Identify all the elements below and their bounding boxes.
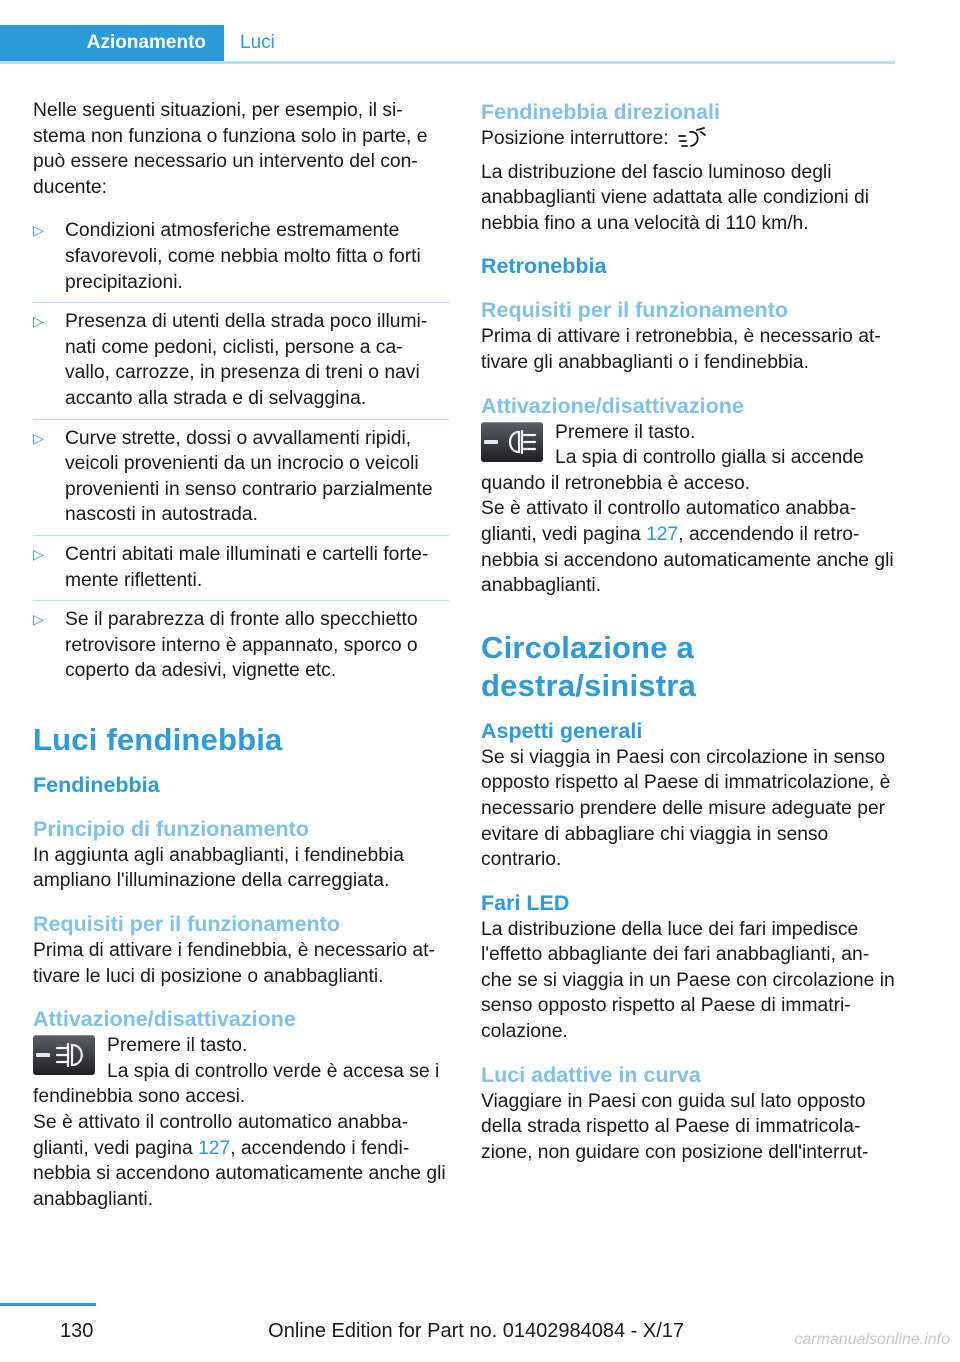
heading-fendinebbia: Fendinebbia xyxy=(33,772,160,797)
triangle-marker-icon: ▷ xyxy=(33,429,44,446)
heading-fari-led: Fari LED xyxy=(481,890,570,915)
triangle-marker-icon: ▷ xyxy=(33,545,44,562)
direzionali-paragraph: La distribuzione del fascio luminoso degli anabbaglianti viene adattata alle condizioni di nebbia fino a una velocità di 110 km/h. xyxy=(481,161,870,234)
auto-text-end: , accendendo i fendi- nebbia si accendono automaticamente anche gli anabbaglianti. xyxy=(33,1137,446,1210)
list-item-text: Se il parabrezza di fronte allo specchietto retrovisore interno è appannato, sporco o coperto da adesivi, vignette etc. xyxy=(65,609,418,682)
press-instruction: Premere il tasto. xyxy=(107,1035,248,1057)
list-item xyxy=(33,216,449,302)
switch-position-line xyxy=(481,126,897,156)
triangle-marker-icon: ▷ xyxy=(33,313,44,330)
heading-requisiti: Requisiti per il funzionamento xyxy=(33,912,340,937)
left-column xyxy=(33,98,449,1228)
aspetti-paragraph: Se si viaggia in Paesi con circolazione in senso opposto rispetto al Paese di immatricolazione, è necessario prendere delle misure adeguate per evitare di abbagliare chi viaggia in senso contrario. xyxy=(481,746,891,871)
heading-retronebbia: Retronebbia xyxy=(481,254,607,279)
edition-label: Online Edition for Part no. 01402984084 - X/17 xyxy=(268,1320,684,1342)
list-item-text: Curve strette, dossi o avvallamenti ripidi, veicoli provenienti da un incrocio o veicoli provenienti in senso contrario parzialmente nascosti in autostrada. xyxy=(65,427,433,526)
list-item xyxy=(33,302,449,418)
watermark: carmanualsonline.info xyxy=(794,1331,950,1348)
heading-principio: Principio di funzionamento xyxy=(33,816,309,841)
requisiti-paragraph: Prima di attivare i fendinebbia, è necessario at- tivare le luci di posizione o anabbaglianti. xyxy=(33,940,435,987)
page-number: 130 xyxy=(60,1320,94,1342)
heading-fendinebbia-direzionali: Fendinebbia direzionali xyxy=(481,100,720,124)
curva-paragraph: Viaggiare in Paesi con guida sul lato opposto della strada rispetto al Paese di immatricola- zione, non guidare con posizione dell'interrut- xyxy=(481,1090,869,1163)
list-item xyxy=(33,535,449,600)
indicator-note: La spia di controllo verde è accesa se i fendinebbia sono accesi. xyxy=(33,1060,440,1108)
list-item-text: Condizioni atmosferiche estremamente sfavorevoli, come nebbia molto fitta o forti precipitazioni. xyxy=(65,220,421,293)
press-instruction-retro: Premere il tasto. xyxy=(555,421,696,443)
list-item-text: Presenza di utenti della strada poco illumi- nati come pedoni, ciclisti, persone a ca- vallo, carrozze, in presenza di treni o navi accanto alla strada e di selvaggina. xyxy=(65,311,428,409)
triangle-marker-icon: ▷ xyxy=(33,222,44,239)
fog-button-block xyxy=(33,1033,449,1110)
fog-light-rear-icon xyxy=(481,422,543,462)
list-item xyxy=(33,419,449,535)
heading-luci-adattive: Luci adattive in curva xyxy=(481,1062,701,1087)
auto-retro-text-start: Se è attivato il controllo automatico anabba- glianti, vedi pagina xyxy=(481,498,857,545)
rear-fog-button-block xyxy=(481,420,897,497)
heading-attivazione: Attivazione/disattivazione xyxy=(33,1007,296,1032)
triangle-marker-icon: ▷ xyxy=(33,611,44,628)
list-item xyxy=(33,600,449,691)
situations-list xyxy=(33,216,449,691)
heading-attivazione-retro: Attivazione/disattivazione xyxy=(481,393,744,418)
section-title-luci-fendinebbia: Luci fendinebbia xyxy=(33,721,283,757)
list-item-text: Centri abitati male illuminati e cartelli forte- mente riflettenti. xyxy=(65,543,429,591)
auto-retro-paragraph xyxy=(481,496,897,598)
page-link-127-retro[interactable]: 127 xyxy=(646,523,679,545)
tab-luci[interactable]: Luci xyxy=(240,32,275,53)
auto-paragraph xyxy=(33,1110,449,1212)
indicator-note-retro: La spia di controllo gialla si accende quando il retronebbia è acceso. xyxy=(481,447,864,494)
footer-rule xyxy=(0,1303,96,1306)
switch-position-label: Posizione interruttore: xyxy=(481,128,669,149)
right-column xyxy=(481,98,897,1181)
principio-paragraph: In aggiunta agli anabbaglianti, i fendinebbia ampliano l'illuminazione della carreggiata. xyxy=(33,844,404,892)
heading-requisiti-retro: Requisiti per il funzionamento xyxy=(481,298,788,323)
fog-light-front-icon xyxy=(33,1035,95,1075)
page-link-127[interactable]: 127 xyxy=(198,1137,231,1159)
led-paragraph: La distribuzione della luce dei fari impedisce l'effetto abbagliante dei fari anabbaglianti, an- che se si viaggia in un Paese con circolazione in senso opposto rispetto al Paese di immatri- colazione. xyxy=(481,918,895,1043)
heading-aspetti-generali: Aspetti generali xyxy=(481,718,643,743)
requisiti-retro-paragraph: Prima di attivare i retronebbia, è necessario at- tivare gli anabbaglianti o i fendinebbia. xyxy=(481,326,881,373)
intro-paragraph: Nelle seguenti situazioni, per esempio, il si- stema non funziona o funziona solo in parte, e può essere necessario un intervento del con- ducente: xyxy=(33,100,428,198)
section-title-circolazione: Circolazione a destra/sinistra xyxy=(481,629,696,703)
header-tabbar xyxy=(0,25,895,64)
auto-text-start: Se è attivato il controllo automatico anabba- glianti, vedi pagina xyxy=(33,1112,409,1159)
headlight-switch-icon xyxy=(677,126,707,156)
auto-retro-text-end: , accendendo il retro- nebbia si accendono automaticamente anche gli anabbaglianti. xyxy=(481,523,894,597)
tab-azionamento[interactable]: Azionamento xyxy=(0,25,224,61)
